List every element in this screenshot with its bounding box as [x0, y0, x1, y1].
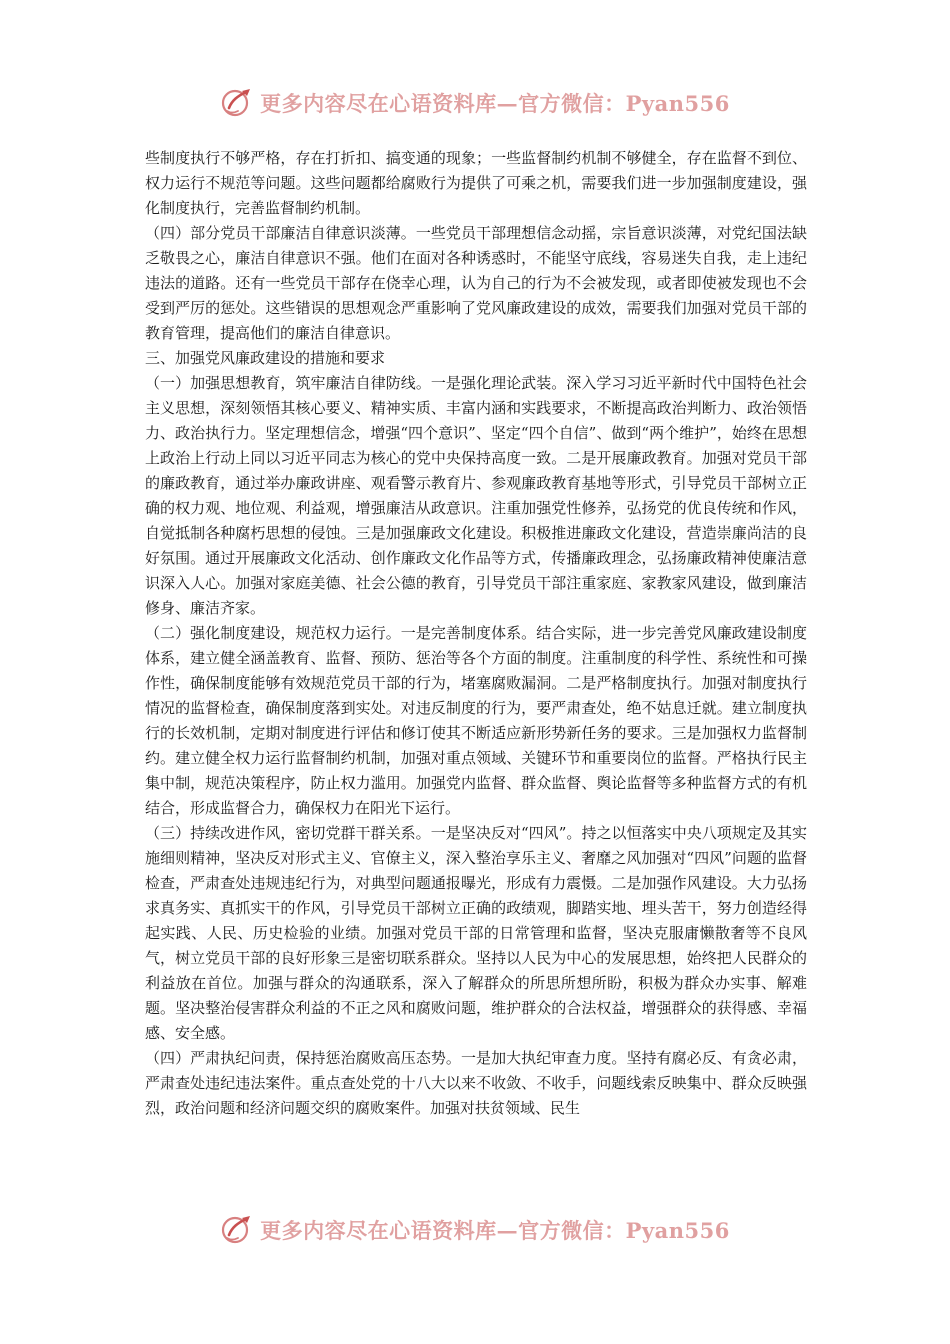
- paragraph-4: （二）强化制度建设，规范权力运行。一是完善制度体系。结合实际，进一步完善党风廉政建设制度体系，建立健全涵盖教育、监督、预防、惩治等各个方面的制度。注重制度的科学性、系统性和可操作性，确保制度能够有效规范党员干部的行为，堵塞腐败漏洞。二是严格制度执行。加强对制度执行情况的监督检查，确保制度落到实处。对违反制度的行为，要严肃查处，绝不姑息迁就。建立制度执行的长效机制，定期对制度进行评估和修订使其不断适应新形势新任务的要求。三是加强权力监督制约。建立健全权力运行监督制约机制，加强对重点领域、关键环节和重要岗位的监督。严格执行民主集中制，规范决策程序，防止权力滥用。加强党内监督、群众监督、舆论监督等多种监督方式的有机结合，形成监督合力，确保权力在阳光下运行。: [145, 624, 807, 817]
- paragraph-3: （一）加强思想教育，筑牢廉洁自律防线。一是强化理论武装。深入学习习近平新时代中国特色社会主义思想，深刻领悟其核心要义、精神实质、丰富内涵和实践要求，不断提高政治判断力、政治领悟力、政治执行力。坚定理想信念，增强“四个意识”、坚定“四个自信”、做到“两个维护”，始终在思想上政治上行动上同以习近平同志为核心的党中央保持高度一致。二是开展廉政教育。加强对党员干部的廉政教育，通过举办廉政讲座、观看警示教育片、参观廉政教育基地等形式，引导党员干部树立正确的权力观、地位观、利益观，增强廉洁从政意识。注重加强党性修养，弘扬党的优良传统和作风，自觉抵制各种腐朽思想的侵蚀。三是加强廉政文化建设。积极推进廉政文化建设，营造崇廉尚洁的良好氛围。通过开展廉政文化活动、创作廉政文化作品等方式，传播廉政理念，弘扬廉政精神使廉洁意识深入人心。加强对家庭美德、社会公德的教育，引导党员干部注重家庭、家教家风建设，做到廉洁修身、廉洁齐家。: [145, 374, 807, 617]
- banner-text: 更多内容尽在心语资料库—官方微信：Pyan556: [260, 1218, 730, 1243]
- pen-scroll-icon: [220, 86, 254, 120]
- pen-scroll-icon: [220, 1213, 254, 1247]
- header-watermark-banner: [0, 83, 950, 123]
- section-heading: 三、加强党风廉政建设的措施和要求: [145, 349, 386, 367]
- paragraph-2: （四）部分党员干部廉洁自律意识淡薄。一些党员干部理想信念动摇，宗旨意识淡薄，对党纪国法缺乏敬畏之心，廉洁自律意识不强。他们在面对各种诱惑时，不能坚守底线，容易迷失自我，走上违纪违法的道路。还有一些党员干部存在侥幸心理，认为自己的行为不会被发现，或者即使被发现也不会受到严厉的惩处。这些错误的思想观念严重影响了党风廉政建设的成效，需要我们加强对党员干部的教育管理，提高他们的廉洁自律意识。: [145, 224, 807, 342]
- footer-watermark-banner: [0, 1210, 950, 1250]
- paragraph-1: 些制度执行不够严格，存在打折扣、搞变通的现象；一些监督制约机制不够健全，存在监督不到位、权力运行不规范等问题。这些问题都给腐败行为提供了可乘之机，需要我们进一步加强制度建设，强化制度执行，完善监督制约机制。: [145, 149, 807, 217]
- paragraph-5: （三）持续改进作风，密切党群干群关系。一是坚决反对“四风”。持之以恒落实中央八项规定及其实施细则精神，坚决反对形式主义、官僚主义，深入整治享乐主义、奢靡之风加强对“四风”问题的监督检查，严肃查处违规违纪行为，对典型问题通报曝光，形成有力震慑。二是加强作风建设。大力弘扬求真务实、真抓实干的作风，引导党员干部树立正确的政绩观，脚踏实地、埋头苦干，努力创造经得起实践、人民、历史检验的业绩。加强对党员干部的日常管理和监督，坚决克服庸懒散奢等不良风气，树立党员干部的良好形象三是密切联系群众。坚持以人民为中心的发展思想，始终把人民群众的利益放在首位。加强与群众的沟通联系，深入了解群众的所思所想所盼，积极为群众办实事、解难题。坚决整治侵害群众利益的不正之风和腐败问题，维护群众的合法权益，增强群众的获得感、幸福感、安全感。: [145, 824, 807, 1042]
- banner-text: 更多内容尽在心语资料库—官方微信：Pyan556: [260, 91, 730, 116]
- document-body: [145, 146, 807, 1121]
- paragraph-6: （四）严肃执纪问责，保持惩治腐败高压态势。一是加大执纪审查力度。坚持有腐必反、有贪必肃，严肃查处违纪违法案件。重点查处党的十八大以来不收敛、不收手，问题线索反映集中、群众反映强烈，政治问题和经济问题交织的腐败案件。加强对扶贫领域、民生: [145, 1049, 807, 1117]
